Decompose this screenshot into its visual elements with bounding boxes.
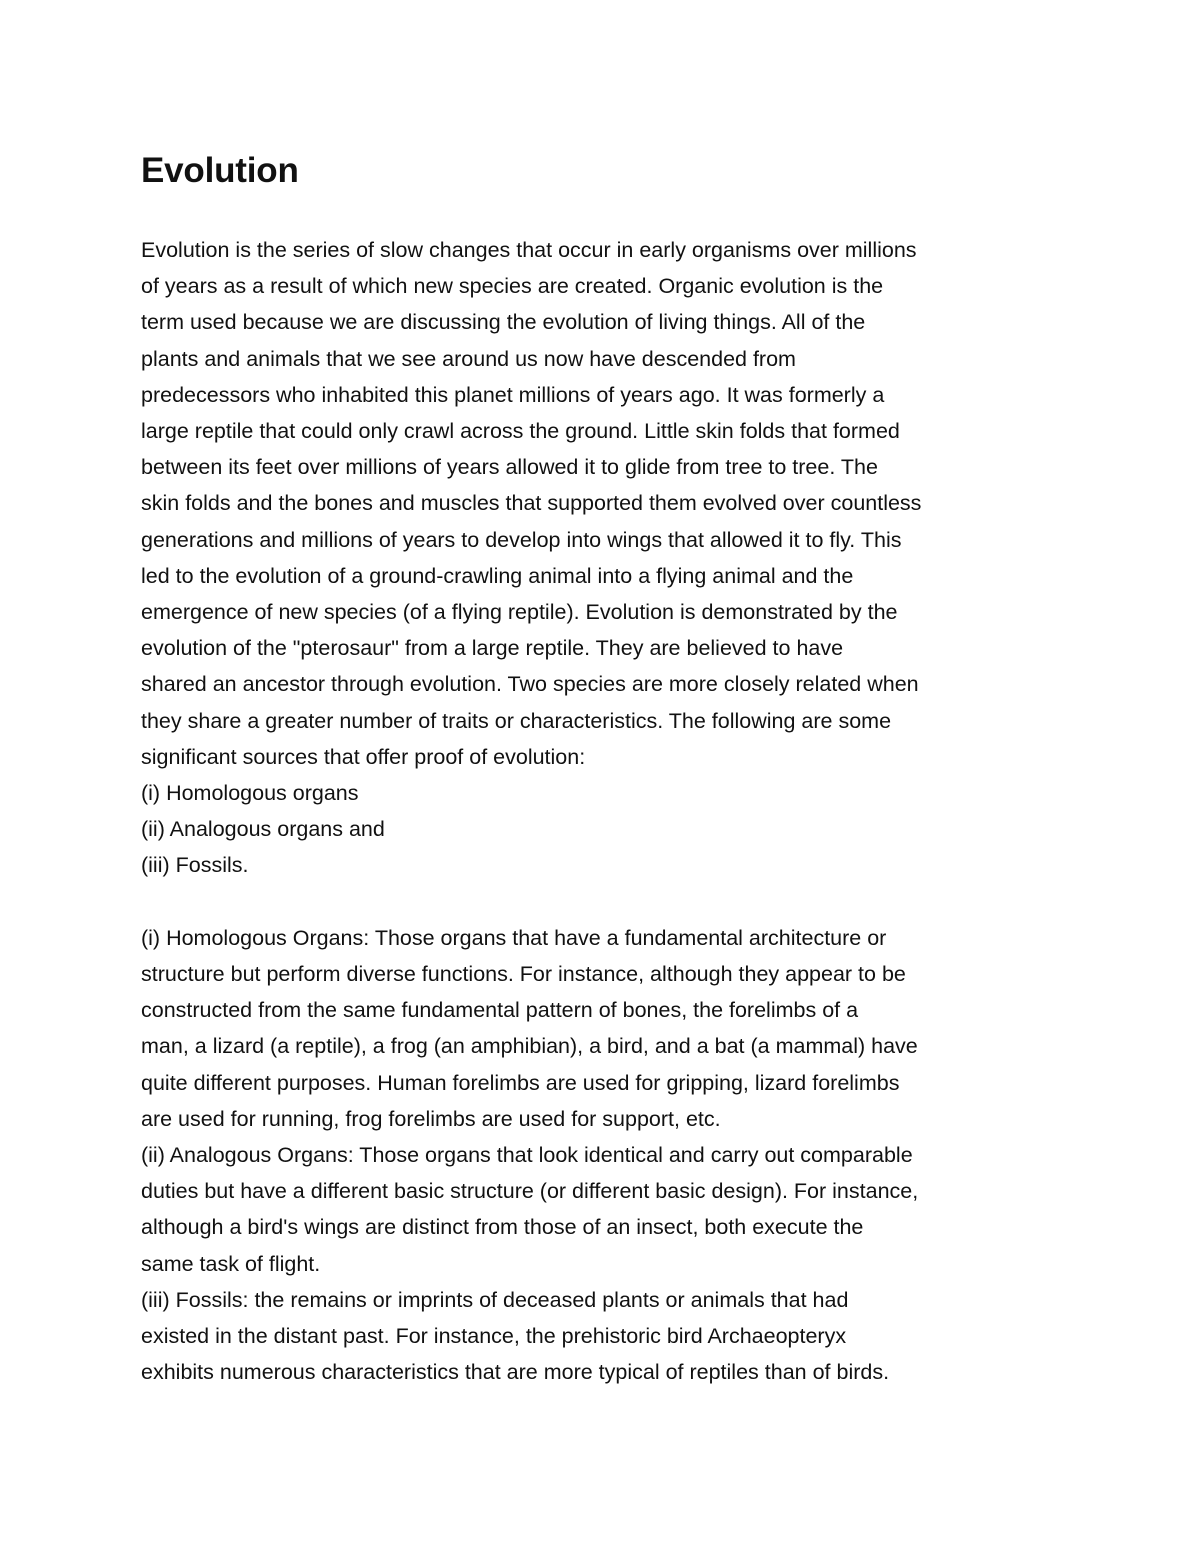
- text-line: shared an ancestor through evolution. Two species are more closely related when: [141, 672, 919, 697]
- text-line: evolution of the "pterosaur" from a large reptile. They are believed to have: [141, 636, 844, 661]
- text-line: term used because we are discussing the evolution of living things. All of the: [141, 310, 866, 335]
- blank-line: [141, 884, 1081, 920]
- text-line: between its feet over millions of years allowed it to glide from tree to tree. The: [141, 455, 878, 480]
- text-line: are used for running, frog forelimbs are used for support, etc.: [141, 1106, 721, 1131]
- text-line: led to the evolution of a ground-crawling animal into a flying animal and the: [141, 563, 854, 588]
- text-line: same task of flight.: [141, 1251, 321, 1276]
- text-line: existed in the distant past. For instance, the prehistoric bird Archaeopteryx: [141, 1324, 847, 1349]
- text-line: constructed from the same fundamental pattern of bones, the forelimbs of a: [141, 998, 859, 1023]
- document-body: [141, 150, 1081, 1390]
- text-line: (ii) Analogous Organs: Those organs that look identical and carry out comparable: [141, 1143, 913, 1168]
- text-line: man, a lizard (a reptile), a frog (an amphibian), a bird, and a bat (a mammal) have: [141, 1034, 918, 1059]
- text-line: (iii) Fossils: the remains or imprints of deceased plants or animals that had: [141, 1287, 849, 1312]
- text-line: exhibits numerous characteristics that are more typical of reptiles than of birds.: [141, 1360, 890, 1385]
- text-line: skin folds and the bones and muscles that supported them evolved over countless: [141, 491, 922, 516]
- text-line: although a bird's wings are distinct from those of an insect, both execute the: [141, 1215, 864, 1240]
- text-line: they share a greater number of traits or characteristics. The following are some: [141, 708, 892, 733]
- text-line: duties but have a different basic structure (or different basic design). For instance,: [141, 1179, 919, 1204]
- text-line: plants and animals that we see around us now have descended from: [141, 346, 796, 371]
- text-line: of years as a result of which new species are created. Organic evolution is the: [141, 274, 884, 299]
- text-line: emergence of new species (of a flying reptile). Evolution is demonstrated by the: [141, 600, 898, 625]
- body-text: [141, 232, 1081, 1390]
- text-line: generations and millions of years to develop into wings that allowed it to fly. This: [141, 527, 902, 552]
- text-line: predecessors who inhabited this planet millions of years ago. It was formerly a: [141, 382, 885, 407]
- text-line: quite different purposes. Human forelimbs are used for gripping, lizard forelimbs: [141, 1070, 900, 1095]
- text-line: (ii) Analogous organs and: [141, 817, 385, 842]
- text-line: structure but perform diverse functions. For instance, although they appear to be: [141, 962, 906, 987]
- text-line: (iii) Fossils.: [141, 853, 249, 878]
- text-line: Evolution is the series of slow changes that occur in early organisms over millions: [141, 238, 917, 262]
- text-line: large reptile that could only crawl across the ground. Little skin folds that formed: [141, 419, 900, 444]
- text-line: (i) Homologous Organs: Those organs that have a fundamental architecture or: [141, 925, 887, 950]
- text-line: (i) Homologous organs: [141, 781, 359, 806]
- page-title: Evolution: [141, 151, 299, 190]
- text-line: significant sources that offer proof of evolution:: [141, 744, 586, 769]
